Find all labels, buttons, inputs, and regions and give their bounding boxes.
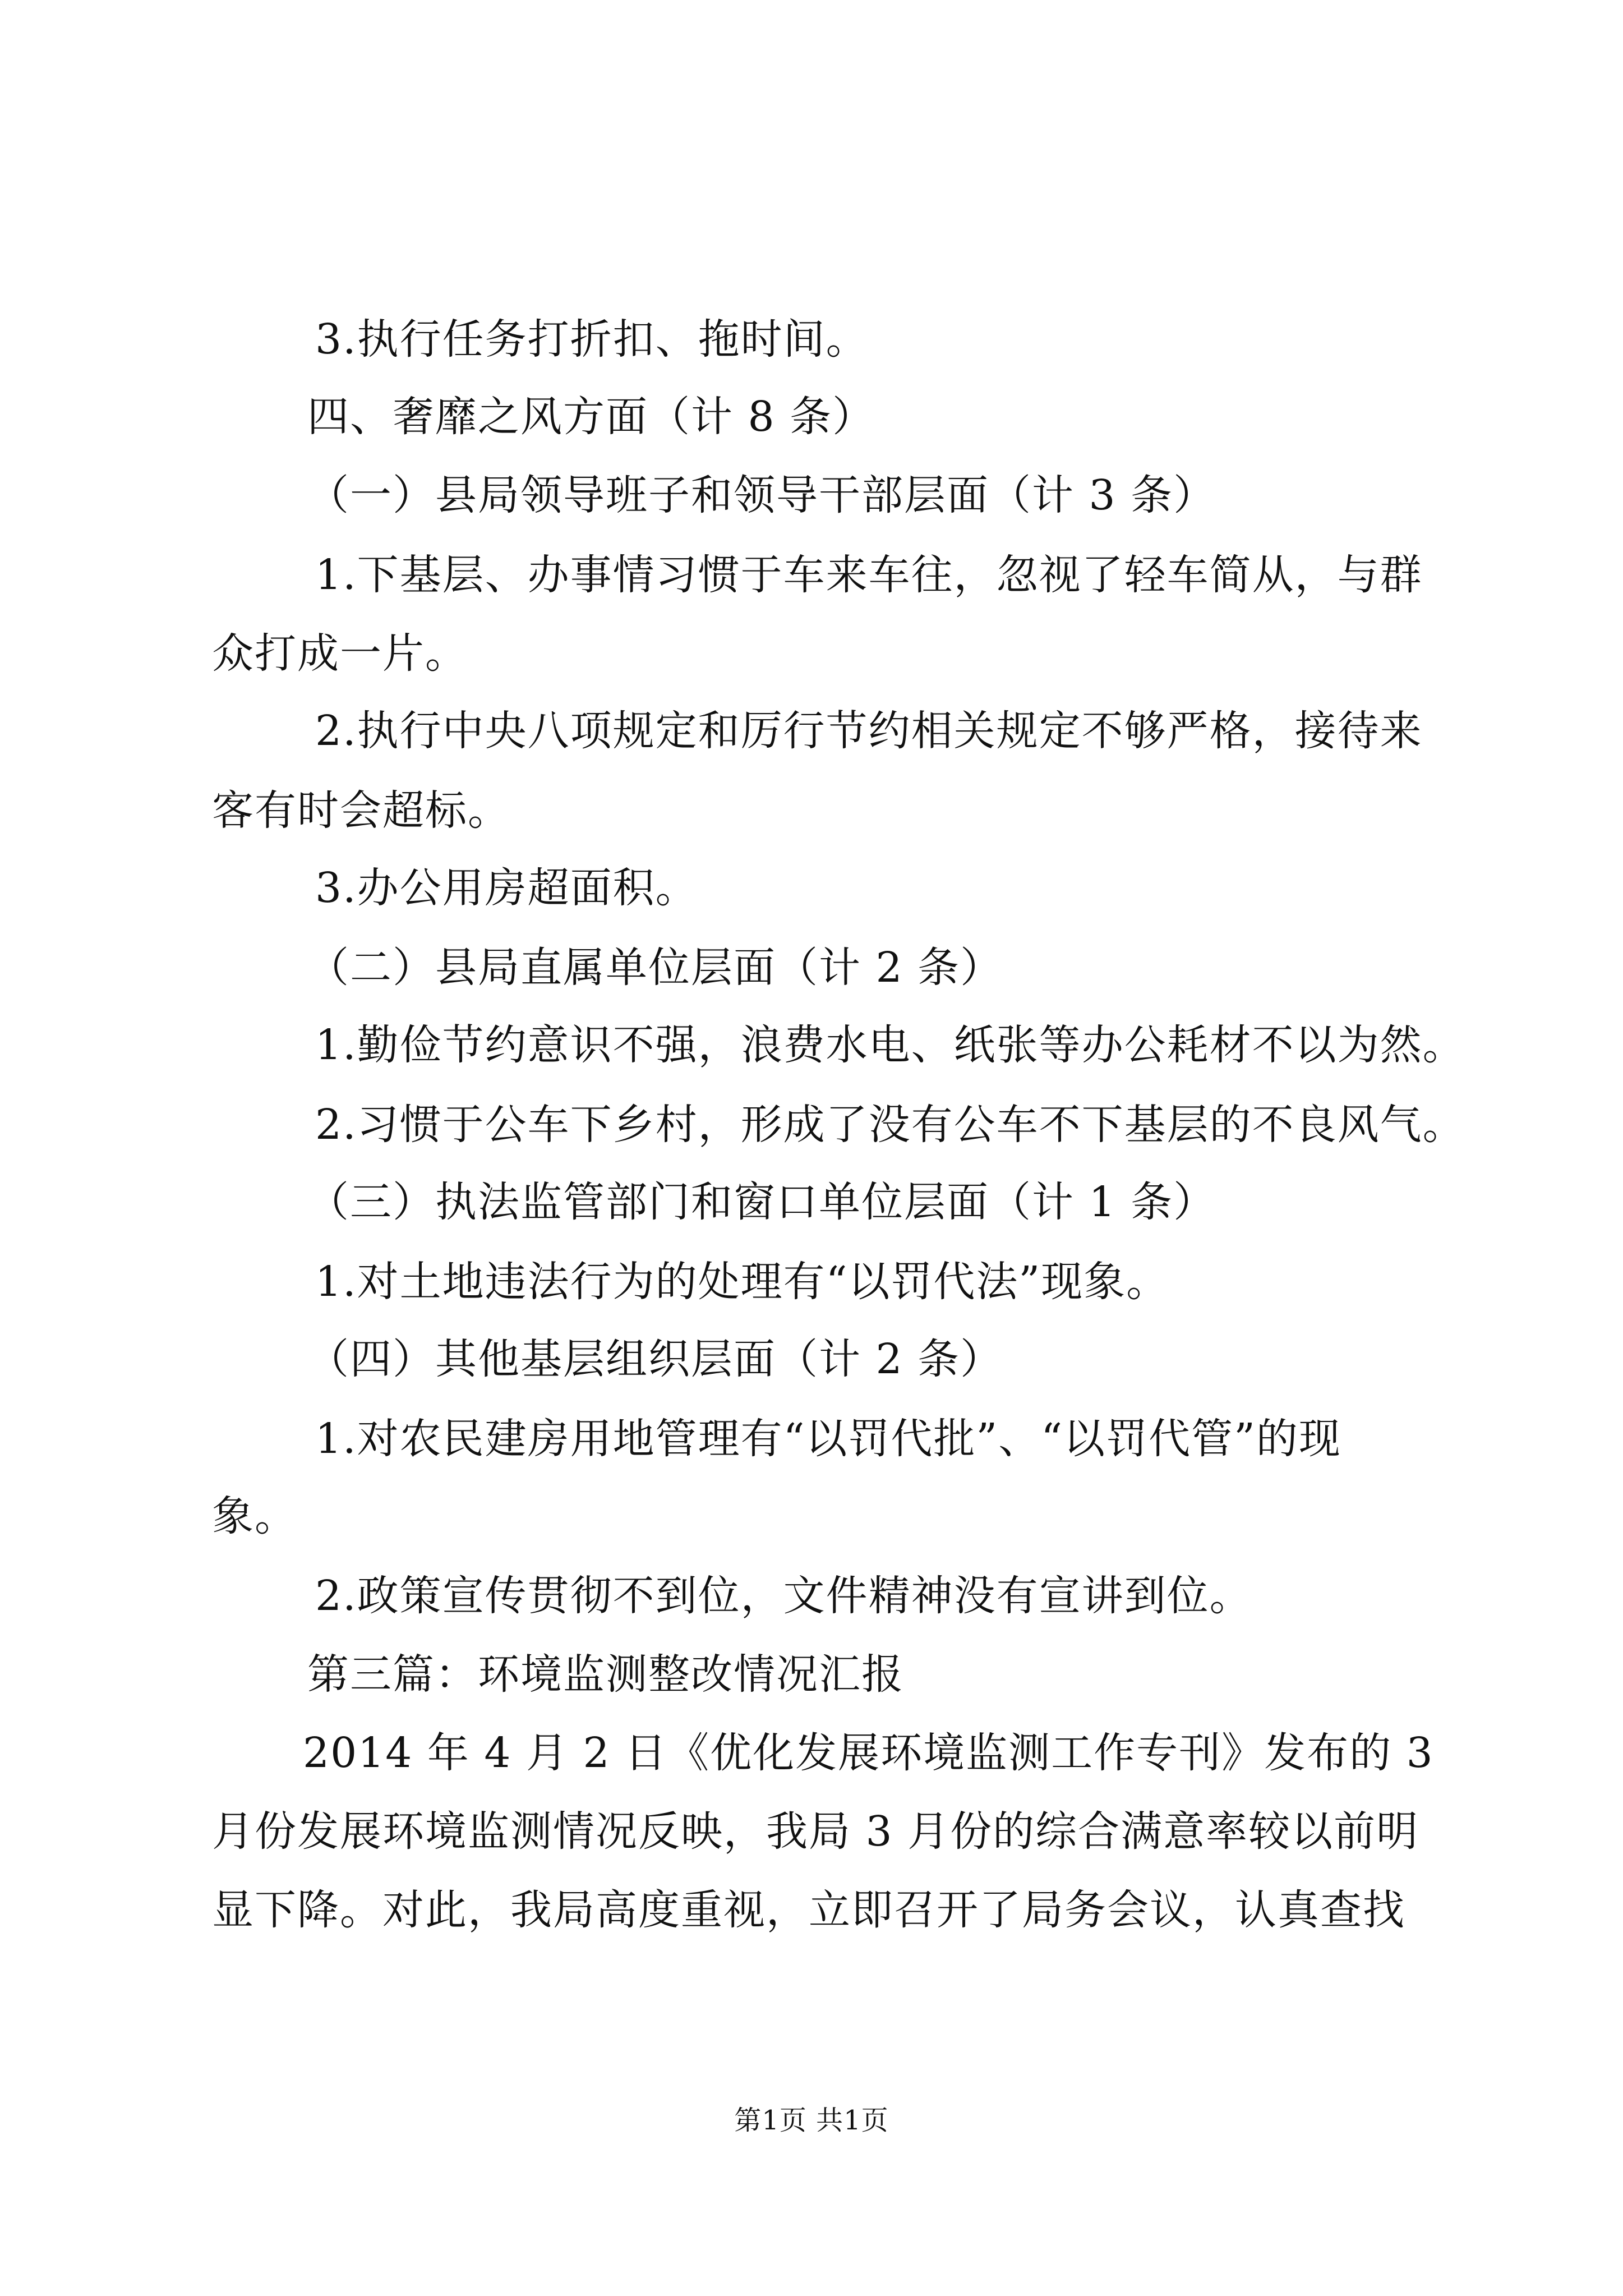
- section-heading: 四、奢靡之风方面（计 8 条）: [307, 393, 875, 441]
- text-line: 客有时会超标。: [212, 786, 510, 835]
- text-line: 显下降。对此，我局高度重视，立即召开了局务会议，认真查找: [212, 1886, 1405, 1934]
- text-line: 象。: [212, 1492, 297, 1540]
- subsection-heading: （三）执法监管部门和窗口单位层面（计 1 条）: [307, 1178, 1216, 1226]
- subsection-heading: （二）县局直属单位层面（计 2 条）: [307, 944, 1003, 992]
- subsection-heading: （四）其他基层组织层面（计 2 条）: [307, 1335, 1003, 1383]
- text-line: 众打成一片。: [212, 629, 468, 678]
- text-line: 2.执行中央八项规定和厉行节约相关规定不够严格，接待来: [315, 707, 1423, 755]
- total-pages: 1: [843, 2105, 861, 2136]
- text-line: 2.政策宣传贯彻不到位，文件精神没有宣讲到位。: [315, 1572, 1252, 1620]
- text-line: 2014 年 4 月 2 日《优化发展环境监测工作专刊》发布的 3: [303, 1729, 1434, 1777]
- subsection-heading: （一）县局领导班子和领导干部层面（计 3 条）: [307, 471, 1216, 519]
- page-prefix: 第: [734, 2105, 762, 2136]
- chapter-heading: 第三篇：环境监测整改情况汇报: [307, 1650, 904, 1699]
- page-suffix: 页: [861, 2105, 889, 2136]
- text-line: 3.办公用房超面积。: [315, 864, 698, 912]
- text-line: 1.勤俭节约意识不强，浪费水电、纸张等办公耗材不以为然。: [315, 1021, 1465, 1069]
- text-line: 月份发展环境监测情况反映，我局 3 月份的综合满意率较以前明: [212, 1807, 1419, 1856]
- text-line: 1.下基层、办事情习惯于车来车往，忽视了轻车简从，与群: [315, 551, 1423, 599]
- page-mid: 页 共: [779, 2105, 844, 2136]
- page-number: 1: [762, 2105, 780, 2136]
- text-line: 1.对土地违法行为的处理有“以罚代法”现象。: [315, 1258, 1169, 1306]
- text-line: 2.习惯于公车下乡村，形成了没有公车不下基层的不良风气。: [315, 1101, 1465, 1149]
- page-footer: [0, 2101, 1623, 2140]
- text-line: 3.执行任务打折扣、拖时间。: [315, 315, 869, 364]
- text-line: 1.对农民建房用地管理有“以罚代批”、“以罚代管”的现: [315, 1415, 1341, 1463]
